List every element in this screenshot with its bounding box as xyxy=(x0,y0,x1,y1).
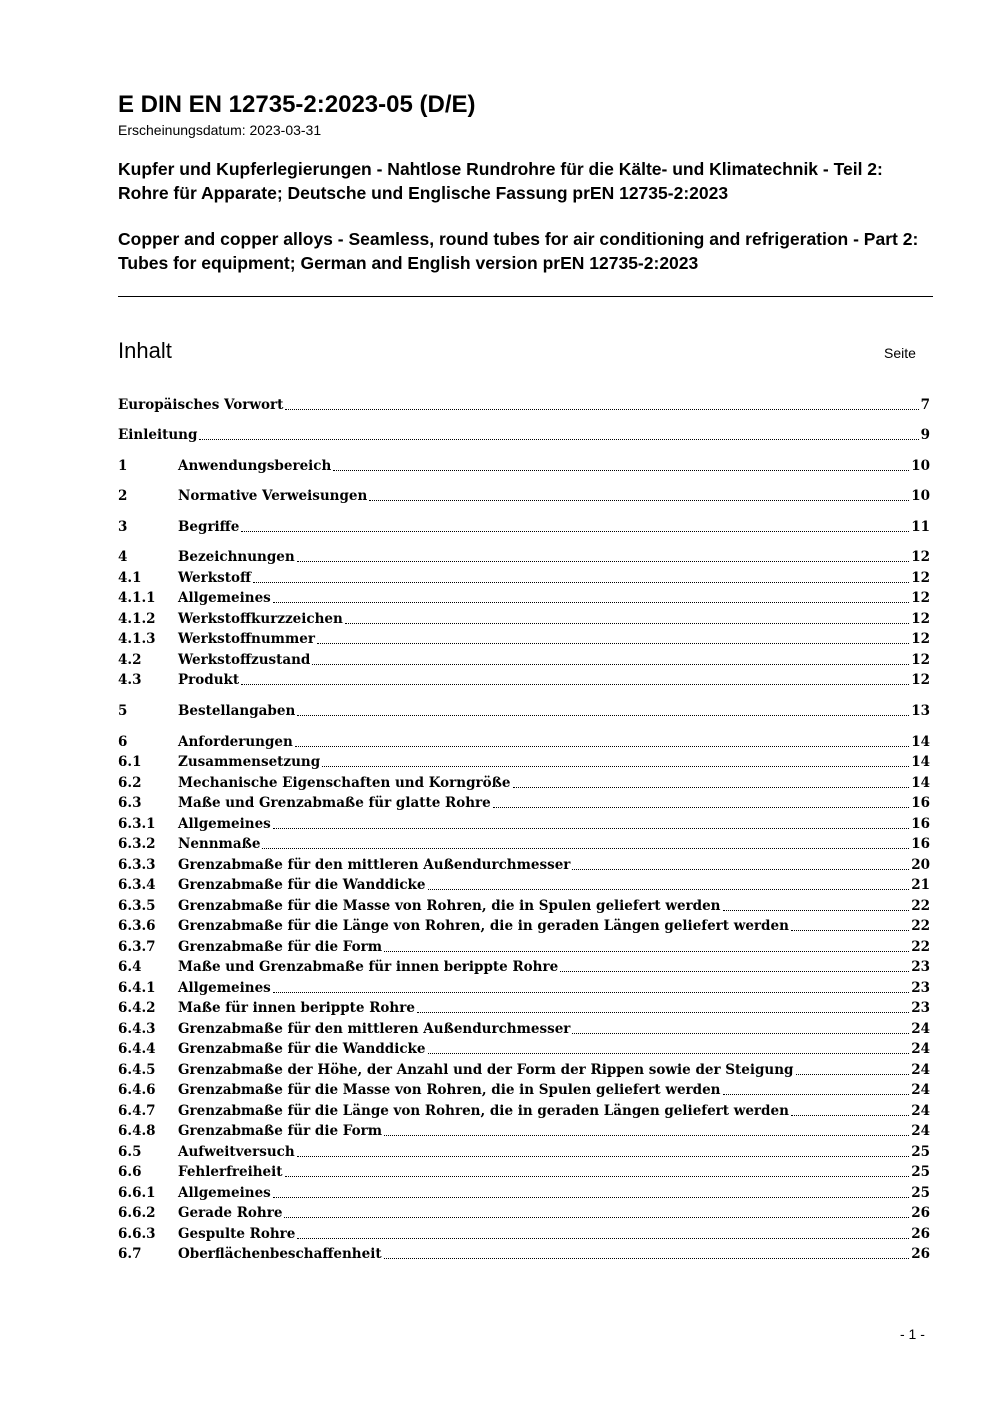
toc-entry[interactable] xyxy=(118,1142,930,1162)
toc-entry[interactable] xyxy=(118,793,930,813)
toc-entry[interactable] xyxy=(118,1121,930,1141)
toc-heading: Inhalt xyxy=(118,338,172,363)
toc-entry-number: 6.3.1 xyxy=(118,816,156,832)
toc-entry[interactable] xyxy=(118,957,930,977)
toc-leader-dots xyxy=(723,910,910,911)
toc-entry[interactable] xyxy=(118,1224,930,1244)
toc-entry[interactable] xyxy=(118,1203,930,1223)
toc-entry-title: Grenzabmaße für die Wanddicke xyxy=(178,1041,426,1057)
toc-entry-title: Grenzabmaße für den mittleren Außendurchmesser xyxy=(178,1021,571,1037)
toc-entry-title: Werkstoffkurzzeichen xyxy=(178,611,343,627)
toc-entry-number: 6 xyxy=(118,734,128,750)
toc-entry-page: 12 xyxy=(911,631,930,647)
toc-entry-title: Bestellangaben xyxy=(178,703,296,719)
toc-entry-number: 6.4.3 xyxy=(118,1021,156,1037)
toc-entry[interactable] xyxy=(118,896,930,916)
toc-entry-number: 6.5 xyxy=(118,1144,142,1160)
toc-entry-number: 6.4.8 xyxy=(118,1123,156,1139)
toc-leader-dots xyxy=(297,715,909,716)
toc-entry-title: Allgemeines xyxy=(178,1185,271,1201)
toc-entry-number: 6.3.6 xyxy=(118,918,156,934)
toc-entry-number: 6.4.1 xyxy=(118,980,156,996)
toc-entry-title: Fehlerfreiheit xyxy=(178,1164,283,1180)
toc-entry[interactable] xyxy=(118,855,930,875)
toc-entry-number: 6.4.2 xyxy=(118,1000,156,1016)
toc-entry-page: 16 xyxy=(911,795,930,811)
toc-entry[interactable] xyxy=(118,395,930,415)
title-english: Copper and copper alloys - Seamless, round tubes for air conditioning and refrigeration - Part 2: Tubes for equipment; German and English version prEN 12735-2:2023 xyxy=(118,229,919,273)
toc-leader-dots xyxy=(384,951,909,952)
toc-entry-title: Grenzabmaße für die Länge von Rohren, die in geraden Längen geliefert werden xyxy=(178,1103,789,1119)
toc-entry-number: 4.2 xyxy=(118,652,142,668)
toc-entry[interactable] xyxy=(118,517,930,537)
toc-entry-page: 24 xyxy=(911,1021,930,1037)
toc-entry-number: 6.4.7 xyxy=(118,1103,156,1119)
toc-leader-dots xyxy=(241,531,909,532)
toc-leader-dots xyxy=(312,664,909,665)
toc-entry[interactable] xyxy=(118,1101,930,1121)
toc-page-label: Seite xyxy=(884,345,916,361)
toc-entry-page: 24 xyxy=(911,1082,930,1098)
toc-entry-title: Werkstoff xyxy=(178,570,252,586)
toc-leader-dots xyxy=(384,1135,909,1136)
toc-leader-dots xyxy=(273,828,909,829)
toc-entry-page: 26 xyxy=(911,1246,930,1262)
toc-entry-title: Zusammensetzung xyxy=(178,754,321,770)
toc-entry-title: Nennmaße xyxy=(178,836,261,852)
toc-leader-dots xyxy=(493,807,909,808)
toc-entry-number: 6.6.3 xyxy=(118,1226,156,1242)
toc-entry-page: 24 xyxy=(911,1103,930,1119)
toc-entry[interactable] xyxy=(118,1080,930,1100)
toc-leader-dots xyxy=(297,1238,909,1239)
toc-entry[interactable] xyxy=(118,650,930,670)
toc-entry-page: 14 xyxy=(911,754,930,770)
toc-entry-number: 2 xyxy=(118,488,128,504)
toc-leader-dots xyxy=(273,1197,909,1198)
toc-leader-dots xyxy=(295,746,909,747)
toc-entry-number: 5 xyxy=(118,703,128,719)
toc-entry[interactable] xyxy=(118,1060,930,1080)
toc-entry-title: Maße und Grenzabmaße für innen berippte Rohre xyxy=(178,959,559,975)
toc-leader-dots xyxy=(317,643,909,644)
toc-entry-page: 25 xyxy=(911,1144,930,1160)
toc-entry-page: 12 xyxy=(911,570,930,586)
toc-leader-dots xyxy=(560,971,909,972)
toc-entry-page: 14 xyxy=(911,775,930,791)
toc-entry-page: 20 xyxy=(911,857,930,873)
toc-entry[interactable] xyxy=(118,937,930,957)
toc-entry[interactable] xyxy=(118,773,930,793)
toc-entry-page: 23 xyxy=(911,1000,930,1016)
toc-entry-number: 6.4.5 xyxy=(118,1062,156,1078)
toc-leader-dots xyxy=(285,1176,910,1177)
toc-entry-number: 3 xyxy=(118,519,128,535)
toc-entry-title: Anwendungsbereich xyxy=(178,458,332,474)
toc-entry-number: 4.1 xyxy=(118,570,142,586)
toc-entry-title: Maße und Grenzabmaße für glatte Rohre xyxy=(178,795,491,811)
toc-entry-page: 12 xyxy=(911,549,930,565)
toc-entry-title: Werkstoffzustand xyxy=(178,652,311,668)
toc-leader-dots xyxy=(273,992,909,993)
toc-leader-dots xyxy=(273,602,909,603)
toc-entry-page: 10 xyxy=(911,488,930,504)
toc-entry[interactable] xyxy=(118,732,930,752)
toc-leader-dots xyxy=(791,930,909,931)
toc-leader-dots xyxy=(241,684,909,685)
toc-entry-title: Maße für innen berippte Rohre xyxy=(178,1000,415,1016)
publication-date: Erscheinungsdatum: 2023-03-31 xyxy=(118,122,322,138)
toc-entry-page: 12 xyxy=(911,652,930,668)
toc-entry[interactable] xyxy=(118,1162,930,1182)
toc-entry-title: Bezeichnungen xyxy=(178,549,295,565)
toc-entry[interactable] xyxy=(118,1183,930,1203)
toc-entry-page: 23 xyxy=(911,980,930,996)
toc-entry-title: Begriffe xyxy=(178,519,240,535)
toc-entry-title: Mechanische Eigenschaften und Korngröße xyxy=(178,775,511,791)
toc-entry-page: 26 xyxy=(911,1226,930,1242)
toc-leader-dots xyxy=(513,787,910,788)
toc-entry-number: 6.1 xyxy=(118,754,142,770)
toc-leader-dots xyxy=(384,1258,910,1259)
toc-entry-page: 24 xyxy=(911,1123,930,1139)
toc-entry[interactable] xyxy=(118,547,930,567)
toc-entry-number: 1 xyxy=(118,458,128,474)
toc-entry-number: 6.3.3 xyxy=(118,857,156,873)
toc-leader-dots xyxy=(428,889,910,890)
toc-entry-title: Grenzabmaße für den mittleren Außendurchmesser xyxy=(178,857,571,873)
toc-entry-title: Werkstoffnummer xyxy=(178,631,315,647)
toc-entry-number: 4 xyxy=(118,549,128,565)
toc-entry[interactable] xyxy=(118,568,930,588)
toc-entry-page: 22 xyxy=(911,939,930,955)
toc-entry-page: 23 xyxy=(911,959,930,975)
toc-leader-dots xyxy=(285,409,918,410)
toc-entry[interactable] xyxy=(118,456,930,476)
toc-entry[interactable] xyxy=(118,588,930,608)
toc-leader-dots xyxy=(199,439,918,440)
toc-leader-dots xyxy=(723,1094,910,1095)
toc-entry-title: Allgemeines xyxy=(178,816,271,832)
toc-entry-page: 24 xyxy=(911,1041,930,1057)
toc-entry-page: 12 xyxy=(911,611,930,627)
toc-entry-number: 4.1.3 xyxy=(118,631,156,647)
toc-entry-number: 6.4.6 xyxy=(118,1082,156,1098)
toc-leader-dots xyxy=(262,848,909,849)
toc-leader-dots xyxy=(369,500,909,501)
toc-entry-page: 22 xyxy=(911,898,930,914)
toc-entry-number: 6.2 xyxy=(118,775,142,791)
toc-entry-number: 6.6.2 xyxy=(118,1205,156,1221)
toc-entry-page: 10 xyxy=(911,458,930,474)
toc-entry-title: Aufweitversuch xyxy=(178,1144,295,1160)
toc-entry[interactable] xyxy=(118,1019,930,1039)
toc-entry-title: Gespulte Rohre xyxy=(178,1226,296,1242)
toc-leader-dots xyxy=(417,1012,909,1013)
toc-entry-page: 24 xyxy=(911,1062,930,1078)
toc-entry-number: 6.6.1 xyxy=(118,1185,156,1201)
toc-leader-dots xyxy=(284,1217,909,1218)
toc-leader-dots xyxy=(572,869,909,870)
toc-leader-dots xyxy=(333,470,909,471)
toc-entry[interactable] xyxy=(118,425,930,445)
toc-entry-page: 16 xyxy=(911,836,930,852)
toc-entry[interactable] xyxy=(118,875,930,895)
toc-entry[interactable] xyxy=(118,1244,930,1264)
toc-entry-title: Gerade Rohre xyxy=(178,1205,283,1221)
toc-entry-number: 4.1.1 xyxy=(118,590,156,606)
toc-entry-page: 12 xyxy=(911,672,930,688)
toc-leader-dots xyxy=(345,623,909,624)
toc-entry[interactable] xyxy=(118,978,930,998)
toc-entry-title: Grenzabmaße für die Länge von Rohren, die in geraden Längen geliefert werden xyxy=(178,918,789,934)
toc-entry-page: 7 xyxy=(920,397,930,413)
toc-leader-dots xyxy=(297,561,909,562)
toc-entry-title: Grenzabmaße für die Masse von Rohren, die in Spulen geliefert werden xyxy=(178,898,721,914)
toc-entry-title: Grenzabmaße der Höhe, der Anzahl und der Form der Rippen sowie der Steigung xyxy=(178,1062,794,1078)
page-number: - 1 - xyxy=(900,1326,925,1342)
toc-entry-title: Produkt xyxy=(178,672,240,688)
toc-entry-page: 21 xyxy=(911,877,930,893)
toc-entry-title: Oberflächenbeschaffenheit xyxy=(178,1246,382,1262)
title-german: Kupfer und Kupferlegierungen - Nahtlose Rundrohre für die Kälte- und Klimatechnik - Teil 2: Rohre für Apparate; Deutsche und Englische Fassung prEN 12735-2:2023 xyxy=(118,159,883,203)
toc-entry-title: Anforderungen xyxy=(178,734,293,750)
toc-entry[interactable] xyxy=(118,834,930,854)
toc-entry-title: Einleitung xyxy=(118,427,198,443)
toc-entry[interactable] xyxy=(118,752,930,772)
toc-entry-number: 6.3.4 xyxy=(118,877,156,893)
toc-leader-dots xyxy=(791,1115,909,1116)
toc-entry-number: 6.3.2 xyxy=(118,836,156,852)
toc-entry-page: 11 xyxy=(911,519,930,535)
toc-leader-dots xyxy=(322,766,909,767)
toc-entry-title: Grenzabmaße für die Masse von Rohren, die in Spulen geliefert werden xyxy=(178,1082,721,1098)
toc-leader-dots xyxy=(253,582,909,583)
toc-entry-page: 25 xyxy=(911,1164,930,1180)
toc-entry-title: Grenzabmaße für die Form xyxy=(178,939,383,955)
toc-entry[interactable] xyxy=(118,486,930,506)
toc-entry-number: 6.3 xyxy=(118,795,142,811)
toc-entry[interactable] xyxy=(118,609,930,629)
toc-entry-title: Europäisches Vorwort xyxy=(118,397,284,413)
toc-entry-number: 6.4.4 xyxy=(118,1041,156,1057)
toc-entry[interactable] xyxy=(118,629,930,649)
toc-entry[interactable] xyxy=(118,998,930,1018)
toc-entry-number: 6.6 xyxy=(118,1164,142,1180)
toc-entry-page: 16 xyxy=(911,816,930,832)
toc-entry[interactable] xyxy=(118,1039,930,1059)
toc-entry-title: Allgemeines xyxy=(178,590,271,606)
toc-leader-dots xyxy=(428,1053,910,1054)
toc-leader-dots xyxy=(297,1156,910,1157)
toc-entry-page: 9 xyxy=(920,427,930,443)
toc-leader-dots xyxy=(796,1074,910,1075)
toc-entry-page: 22 xyxy=(911,918,930,934)
document-id: E DIN EN 12735-2:2023-05 (D/E) xyxy=(118,91,476,118)
toc-leader-dots xyxy=(572,1033,909,1034)
toc-entry-page: 26 xyxy=(911,1205,930,1221)
toc-entry[interactable] xyxy=(118,916,930,936)
toc-entry-page: 25 xyxy=(911,1185,930,1201)
toc-entry[interactable] xyxy=(118,701,930,721)
toc-entry-number: 6.3.7 xyxy=(118,939,156,955)
toc-entry-number: 6.4 xyxy=(118,959,142,975)
toc-entry[interactable] xyxy=(118,670,930,690)
toc-entry-page: 14 xyxy=(911,734,930,750)
toc-entry-number: 4.3 xyxy=(118,672,142,688)
toc-entry-page: 13 xyxy=(911,703,930,719)
toc-entry-title: Grenzabmaße für die Form xyxy=(178,1123,383,1139)
toc-entry-title: Allgemeines xyxy=(178,980,271,996)
toc-entry-title: Grenzabmaße für die Wanddicke xyxy=(178,877,426,893)
toc-entry-number: 6.7 xyxy=(118,1246,142,1262)
toc-entry[interactable] xyxy=(118,814,930,834)
toc-entry-number: 4.1.2 xyxy=(118,611,156,627)
toc-entry-page: 12 xyxy=(911,590,930,606)
toc-entry-title: Normative Verweisungen xyxy=(178,488,368,504)
toc-entry-number: 6.3.5 xyxy=(118,898,156,914)
